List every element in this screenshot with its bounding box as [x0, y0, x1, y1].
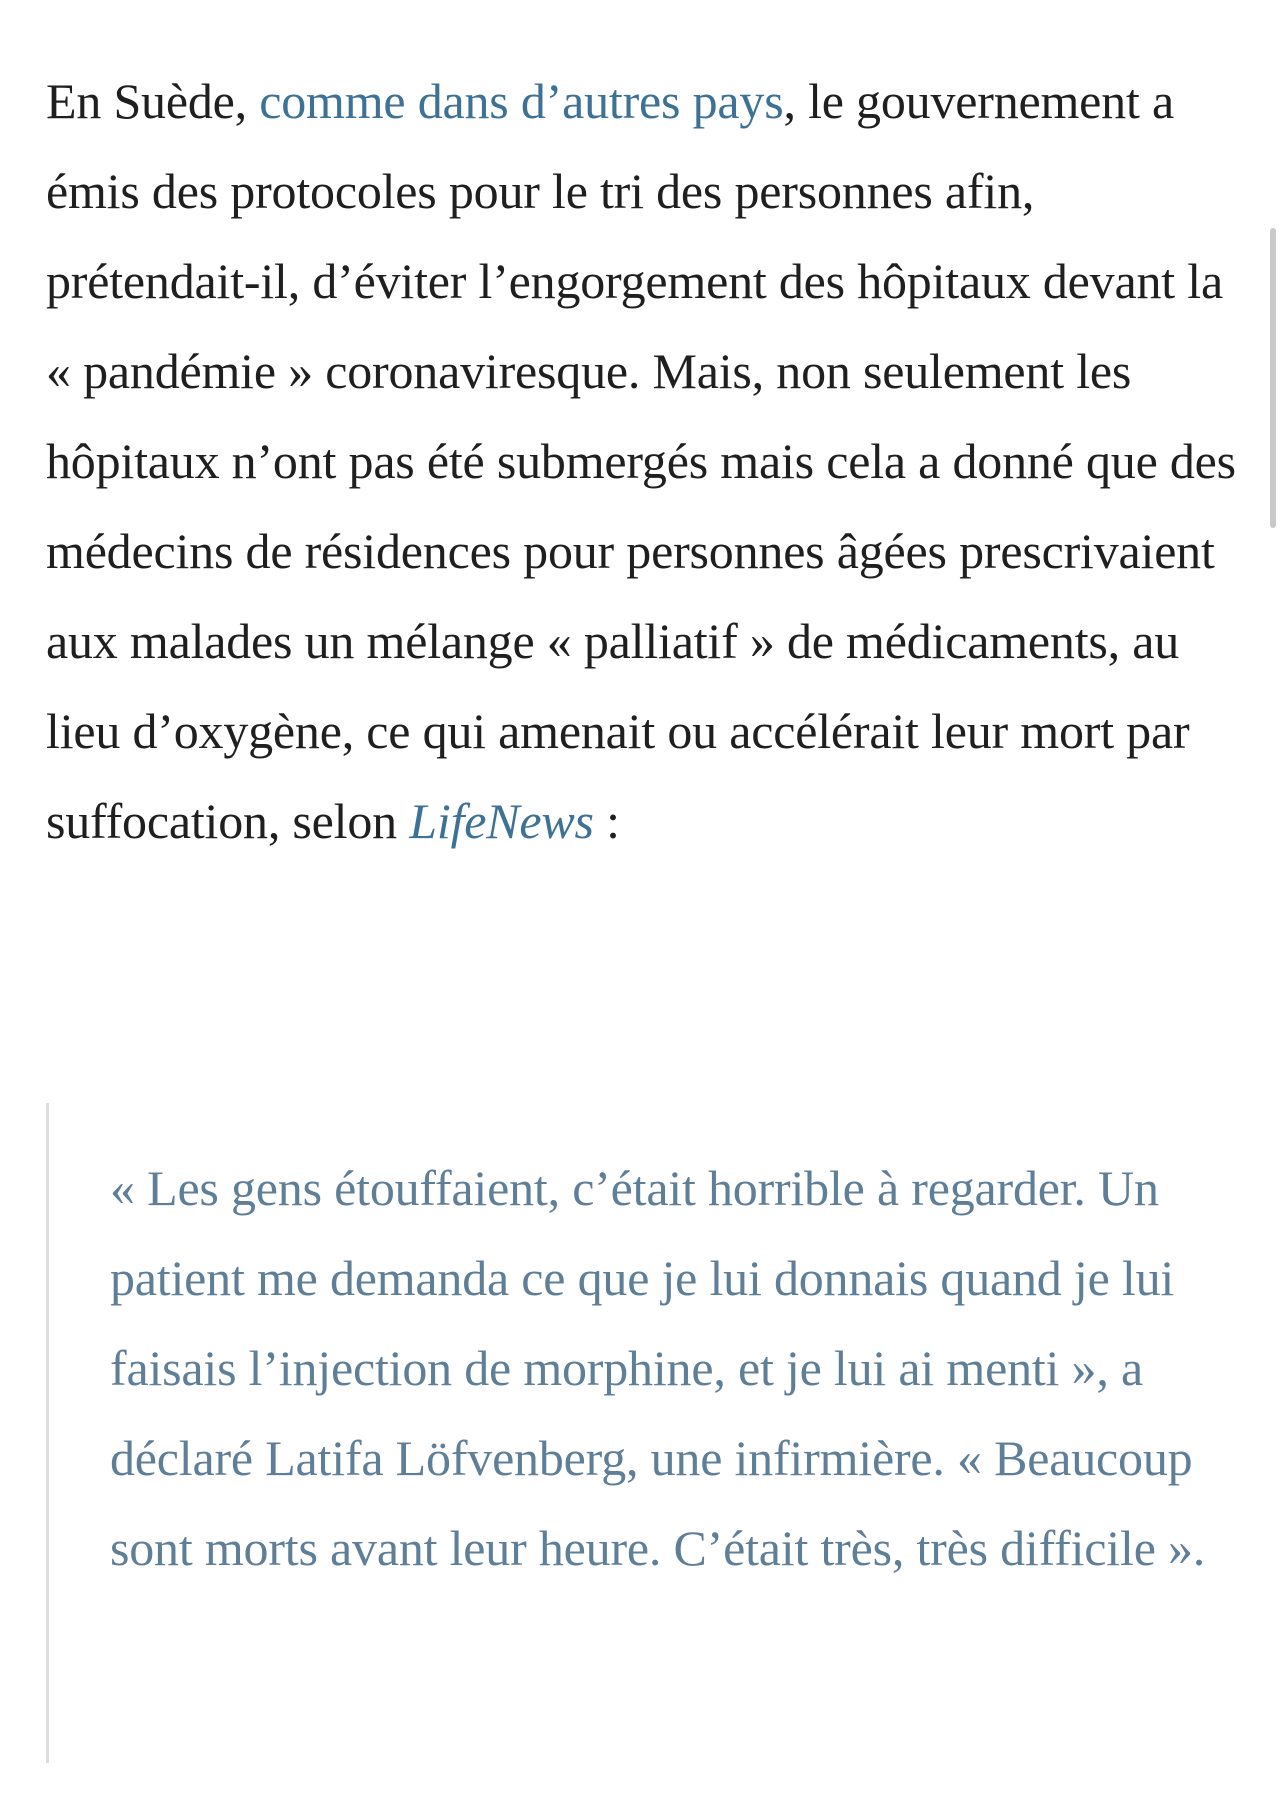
blockquote — [46, 1103, 1226, 1763]
intro-text-part1: En Suède, — [46, 73, 260, 129]
scrollbar[interactable] — [1270, 228, 1276, 528]
article-paragraph — [46, 56, 1246, 866]
link-lifenews[interactable]: LifeNews — [409, 793, 594, 849]
intro-text-part2: , le gouvernement a émis des protocoles pour le tri des personnes afin, prétendait-il, d’éviter l’engorgement des hôpitaux devant la « pandémie » coronaviresque. Mais, non seulement les hôpitaux n’ont pas été submergés mais cela a donné que des médecins de résidences pour personnes âgées prescrivaient aux malades un mélange « palliatif » de médicaments, au lieu d’oxygène, ce qui amenait ou accélérait leur mort par suffocation, selon — [46, 73, 1236, 849]
intro-text-end: : — [593, 793, 620, 849]
blockquote-text: « Les gens étouffaient, c’était horrible à regarder. Un patient me demanda ce que je lui donnais quand je lui faisais l’injection de morphine, et je lui ai menti », a déclaré Latifa Löfvenberg, une infirmière. « Beaucoup sont morts avant leur heure. C’était très, très difficile ». — [110, 1160, 1206, 1576]
link-comme-dans-autres-pays[interactable]: comme dans d’autres pays — [259, 73, 784, 129]
article-body — [46, 56, 1246, 866]
